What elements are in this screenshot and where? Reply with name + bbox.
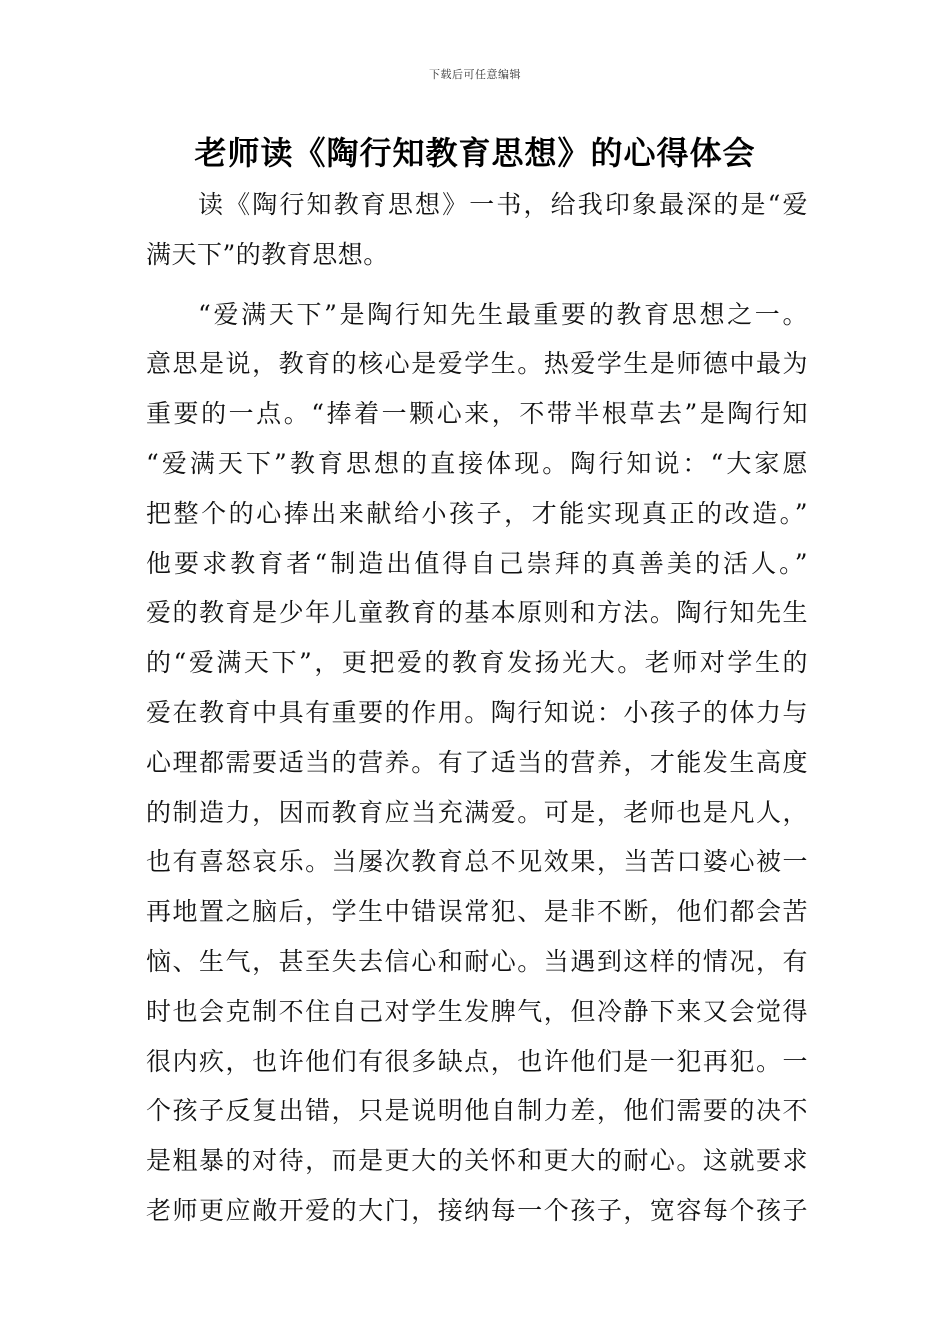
text-line: 爱在教育中具有重要的作用。陶行知说：小孩子的体力与 [146, 697, 808, 727]
paragraph-2 [146, 290, 808, 1236]
text-line: 也有喜怒哀乐。当屡次教育总不见效果，当苦口婆心被一 [146, 847, 808, 877]
text-line: 的“爱满天下”，更把爱的教育发扬光大。老师对学生的 [146, 648, 808, 678]
document-body [146, 180, 808, 1246]
text-line: 爱的教育是少年儿童教育的基本原则和方法。陶行知先生 [146, 598, 808, 628]
text-line: 时也会克制不住自己对学生发脾气，但冷静下来又会觉得 [146, 996, 808, 1026]
text-line: 他要求教育者“制造出值得自己崇拜的真善美的活人。” [146, 548, 808, 578]
text-line: 老师更应敞开爱的大门，接纳每一个孩子，宽容每个孩子 [146, 1195, 808, 1225]
text-line: 个孩子反复出错，只是说明他自制力差，他们需要的决不 [146, 1096, 808, 1126]
text-line: 恼、生气，甚至失去信心和耐心。当遇到这样的情况，有 [146, 946, 808, 976]
text-line: 把整个的心捧出来献给小孩子，才能实现真正的改造。” [146, 498, 808, 528]
text-line: 心理都需要适当的营养。有了适当的营养，才能发生高度 [146, 747, 808, 777]
paragraph-1 [146, 180, 808, 280]
text-line: “爱满天下”教育思想的直接体现。陶行知说：“大家愿 [146, 448, 808, 478]
text-line: 再地置之脑后，学生中错误常犯、是非不断，他们都会苦 [146, 897, 808, 927]
text-line: 重要的一点。“捧着一颗心来，不带半根草去”是陶行知 [146, 399, 808, 429]
text-line: 的制造力，因而教育应当充满爱。可是，老师也是凡人， [146, 797, 808, 827]
document-title: 老师读《陶行知教育思想》的心得体会 [194, 134, 756, 172]
text-line: 意思是说，教育的核心是爱学生。热爱学生是师德中最为 [146, 349, 808, 379]
text-line: 读《陶行知教育思想》一书，给我印象最深的是“爱 [198, 190, 808, 219]
text-line: 很内疚，也许他们有很多缺点，也许他们是一犯再犯。一 [146, 1046, 808, 1076]
text-line: 是粗暴的对待，而是更大的关怀和更大的耐心。这就要求 [146, 1146, 808, 1176]
text-line: “爱满天下”是陶行知先生最重要的教育思想之一。 [198, 299, 808, 329]
page-header-note: 下载后可任意编辑 [429, 68, 521, 81]
text-line: 满天下”的教育思想。 [146, 239, 389, 269]
